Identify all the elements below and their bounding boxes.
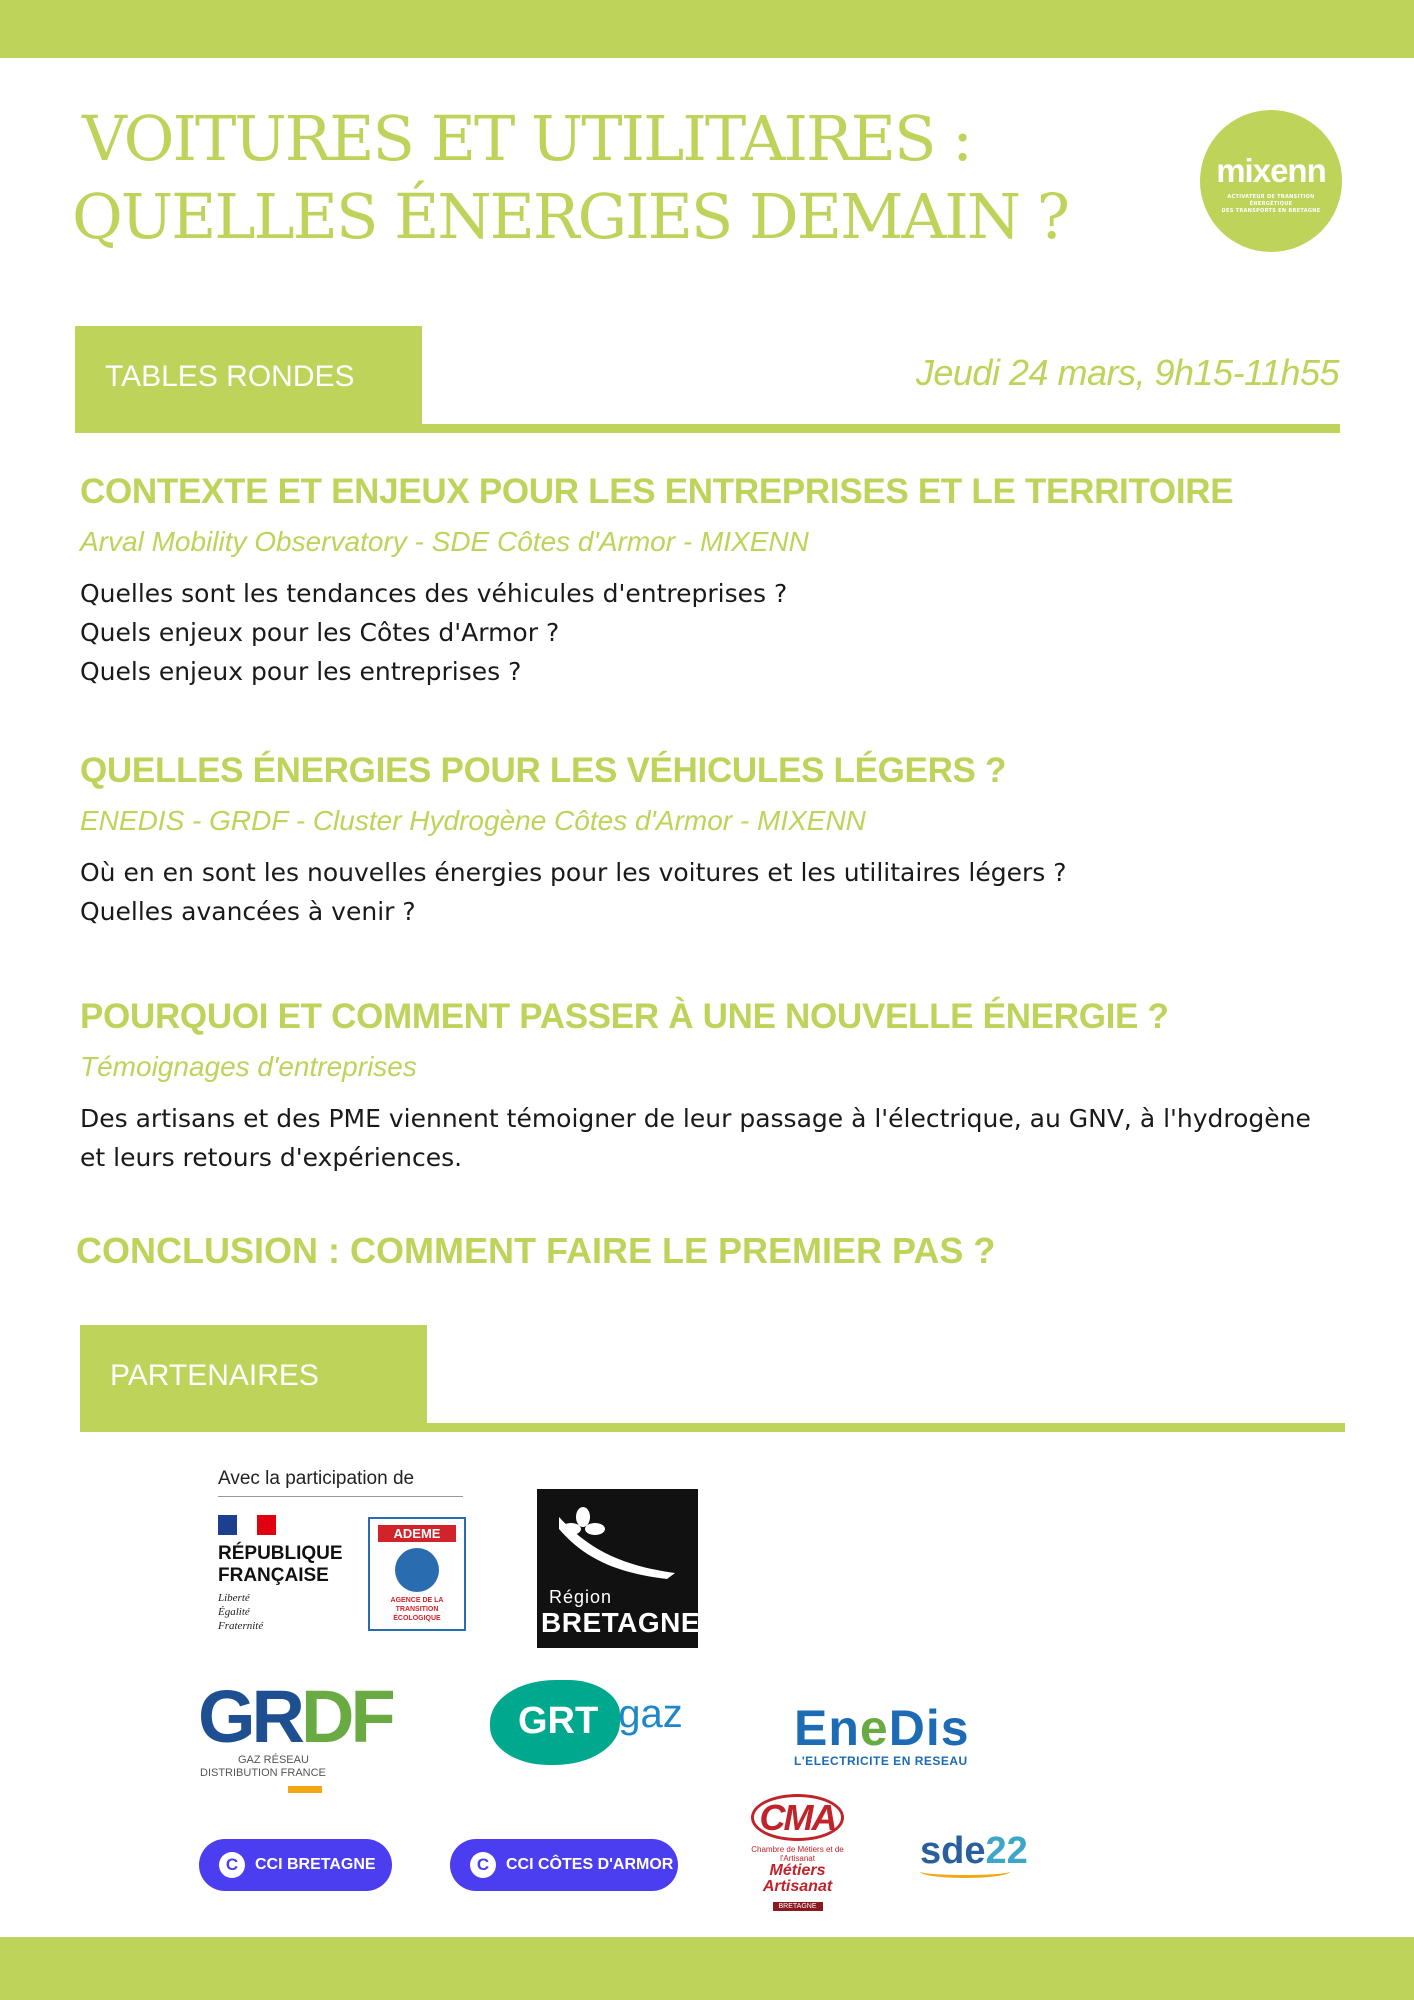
tables-rondes-rule	[75, 424, 1340, 433]
tables-rondes-label: TABLES RONDES	[105, 360, 355, 393]
republique-francaise-logo	[218, 1515, 348, 1633]
participation-label: Avec la participation de	[218, 1468, 463, 1497]
sde-word-b: 22	[985, 1830, 1028, 1872]
french-flag-icon	[218, 1515, 276, 1535]
enedis-logo	[794, 1702, 970, 1768]
ademe-logo	[368, 1517, 466, 1631]
ademe-tag-2: TRANSITION	[395, 1606, 439, 1613]
section-heading: CONTEXTE ET ENJEUX POUR LES ENTREPRISES ET LE TERRITOIRE	[80, 472, 1234, 511]
grdf-word-a: GR	[198, 1675, 301, 1758]
section-speakers: Arval Mobility Observatory - SDE Côtes d'Armor - MIXENN	[80, 526, 809, 557]
section-body	[80, 574, 1340, 691]
grdf-tag-1: GAZ RÉSEAU	[238, 1754, 309, 1766]
title-line-2: QUELLES ÉNERGIES DEMAIN ?	[72, 180, 1068, 253]
ademe-name: ADEME	[378, 1525, 456, 1542]
region-bretagne-logo	[537, 1489, 701, 1648]
page-title	[72, 100, 1068, 256]
section-energies	[80, 749, 1340, 931]
cci-cotes-armor-logo	[450, 1839, 678, 1891]
grtgaz-word-b: gaz	[618, 1692, 683, 1736]
section-line: Où en en sont les nouvelles énergies pour les voitures et les utilitaires légers ?	[80, 858, 1067, 887]
grdf-tag-2: DISTRIBUTION FRANCE	[200, 1767, 326, 1779]
section-line: Quelles avancées à venir ?	[80, 897, 416, 926]
partenaires-band	[80, 1325, 427, 1428]
section-contexte	[80, 470, 1340, 691]
section-line: Quels enjeux pour les Côtes d'Armor ?	[80, 618, 560, 647]
section-line: Quelles sont les tendances des véhicules d'entreprises ?	[80, 579, 788, 608]
globe-icon	[395, 1548, 439, 1592]
cci-bretagne-logo	[199, 1839, 392, 1891]
grdf-logo	[198, 1675, 413, 1793]
rf-name-2: FRANÇAISE	[218, 1565, 329, 1586]
cci-icon: C	[219, 1852, 245, 1878]
bretagne-line-1: Région	[549, 1587, 613, 1607]
event-date: Jeudi 24 mars, 9h15-11h55	[915, 352, 1339, 393]
section-body	[80, 1099, 1340, 1177]
section-line: Des artisans et des PME viennent témoigner de leur passage à l'électrique, au GNV, à l'hydrogène et leurs retours d'expériences.	[80, 1104, 1311, 1172]
cci-bretagne-label: CCI BRETAGNE	[255, 1856, 376, 1873]
rf-motto-3: Fraternité	[218, 1620, 264, 1632]
ermine-icon	[557, 1507, 677, 1583]
cci-cotes-label: CCI CÔTES D'ARMOR	[506, 1856, 674, 1873]
cma-mark: CMA	[751, 1794, 845, 1841]
section-heading: POURQUOI ET COMMENT PASSER À UNE NOUVELLE ÉNERGIE ?	[80, 997, 1169, 1036]
grdf-word-b: DF	[301, 1675, 392, 1758]
section-body	[80, 853, 1340, 931]
rf-motto-2: Égalité	[218, 1606, 250, 1618]
title-line-1: VOITURES ET UTILITAIRES :	[82, 102, 972, 175]
section-line: Quels enjeux pour les entreprises ?	[80, 657, 522, 686]
logo-tagline-2: DES TRANSPORTS EN BRETAGNE	[1221, 208, 1321, 214]
enedis-word-a: En	[794, 1700, 860, 1756]
section-pourquoi	[80, 995, 1340, 1177]
grtgaz-word-a: GRT	[490, 1680, 620, 1765]
tables-rondes-band	[75, 326, 422, 429]
enedis-tag: L'ELECTRICITE EN RESEAU	[794, 1754, 968, 1768]
section-heading: QUELLES ÉNERGIES POUR LES VÉHICULES LÉGERS ?	[80, 751, 1007, 790]
rf-name-1: RÉPUBLIQUE	[218, 1543, 343, 1564]
enedis-word-b: e	[859, 1700, 889, 1756]
top-bar	[0, 0, 1414, 58]
cma-logo	[745, 1797, 850, 1913]
conclusion-heading: CONCLUSION : COMMENT FAIRE LE PREMIER PAS ?	[76, 1230, 996, 1271]
bottom-bar	[0, 1937, 1414, 2000]
sde-word-a: sde	[920, 1830, 986, 1872]
grdf-underline	[288, 1786, 322, 1793]
enedis-word-c: Dis	[888, 1700, 970, 1756]
logo-tagline	[1208, 194, 1334, 215]
ademe-tag-1: AGENCE DE LA	[390, 1597, 444, 1604]
grtgaz-logo	[490, 1680, 683, 1765]
logo-word: mixenn	[1216, 152, 1326, 189]
cma-metiers: Métiers	[769, 1862, 826, 1879]
bretagne-line-2: BRETAGNE	[541, 1607, 701, 1638]
sde22-logo	[920, 1830, 1028, 1878]
cma-artisanat: Artisanat	[762, 1878, 833, 1895]
ademe-tag-3: ÉCOLOGIQUE	[393, 1615, 441, 1622]
section-speakers: Témoignages d'entreprises	[80, 1051, 417, 1082]
rf-motto-1: Liberté	[218, 1592, 250, 1604]
section-speakers: ENEDIS - GRDF - Cluster Hydrogène Côtes d'Armor - MIXENN	[80, 805, 866, 836]
cma-chambre: Chambre de Métiers et de l'Artisanat	[751, 1845, 844, 1863]
logo-tagline-1: ACTIVATEUR DE TRANSITION ÉNERGÉTIQUE	[1227, 194, 1315, 207]
cma-region: BRETAGNE	[773, 1902, 823, 1911]
partenaires-label: PARTENAIRES	[110, 1359, 319, 1392]
cci-icon: C	[470, 1852, 496, 1878]
partenaires-rule	[80, 1423, 1345, 1432]
mixenn-logo	[1200, 110, 1342, 252]
